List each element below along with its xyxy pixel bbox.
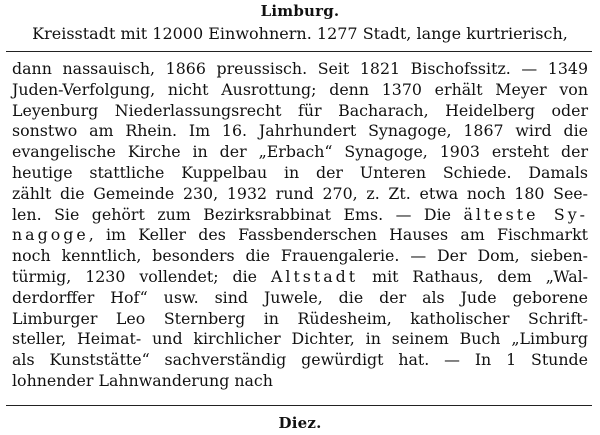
emphasized-text: Altstadt xyxy=(270,266,359,286)
text-line xyxy=(12,371,588,392)
text-line xyxy=(12,288,588,309)
bottom-divider xyxy=(6,405,592,406)
text-segment: sonstwo am Rhein. Im 16. Jahrhundert Synagoge, 1867 wird die xyxy=(12,121,588,141)
body-paragraph xyxy=(12,59,588,392)
text-line xyxy=(12,329,588,350)
text-segment: steller, Heimat- und kirchlicher Dichter, in seinem Buch „Limburg xyxy=(12,329,588,349)
text-segment: heutige stattliche Kuppelbau in der Unteren Schiede. Damals xyxy=(12,162,588,182)
text-segment: lohnender Lahnwanderung nach xyxy=(12,370,273,390)
text-line xyxy=(12,225,588,246)
text-segment: türmig, 1230 vollendet; die xyxy=(12,266,271,286)
entry-title: Limburg. xyxy=(260,2,340,20)
text-line xyxy=(12,101,588,122)
text-segment: als Kunststätte“ sachverständig gewürdigt hat. — In 1 Stunde xyxy=(12,350,588,370)
text-segment: derdorffer Hof“ usw. sind Juwele, die der als Jude geborene xyxy=(12,287,588,307)
entry-subtitle: Kreisstadt mit 12000 Einwohnern. 1277 Stadt, lange kurtrierisch, xyxy=(32,24,568,43)
text-segment: mit Rathaus, dem „Wal- xyxy=(358,266,588,286)
text-line xyxy=(12,246,588,267)
text-line xyxy=(12,59,588,80)
text-segment: len. Sie gehört zum Bezirksrabbinat Ems. — Die xyxy=(12,204,464,224)
text-line xyxy=(12,80,588,101)
next-entry-title: Diez. xyxy=(278,414,322,432)
text-segment: evangelische Kirche in der „Erbach“ Synagoge, 1903 ersteht der xyxy=(12,142,588,162)
emphasized-text: nagoge xyxy=(12,225,89,245)
text-line xyxy=(12,309,588,330)
text-line xyxy=(12,267,588,288)
text-segment: Limburger Leo Sternberg in Rüdesheim, katholischer Schrift- xyxy=(12,308,588,328)
text-segment: , im Keller des Fassbenderschen Hauses am Fischmarkt xyxy=(88,225,588,245)
text-line xyxy=(12,142,588,163)
text-line xyxy=(12,350,588,371)
text-segment: zählt die Gemeinde 230, 1932 rund 270, z. Zt. etwa noch 180 See- xyxy=(12,183,588,203)
text-line xyxy=(12,121,588,142)
text-segment: dann nassauisch, 1866 preussisch. Seit 1821 Bischofssitz. — 1349 xyxy=(12,59,588,78)
text-line xyxy=(12,163,588,184)
text-segment: noch kenntlich, besonders die Frauengalerie. — Der Dom, sieben- xyxy=(12,246,588,266)
text-segment: Juden-Verfolgung, nicht Ausrottung; denn 1370 erhält Meyer von xyxy=(12,79,588,99)
emphasized-text: älteste Sy- xyxy=(463,204,589,224)
text-line xyxy=(12,184,588,205)
text-line xyxy=(12,205,588,226)
text-segment: Leyenburg Niederlassungsrecht für Bacharach, Heidelberg oder xyxy=(12,100,588,120)
top-divider xyxy=(6,51,592,52)
